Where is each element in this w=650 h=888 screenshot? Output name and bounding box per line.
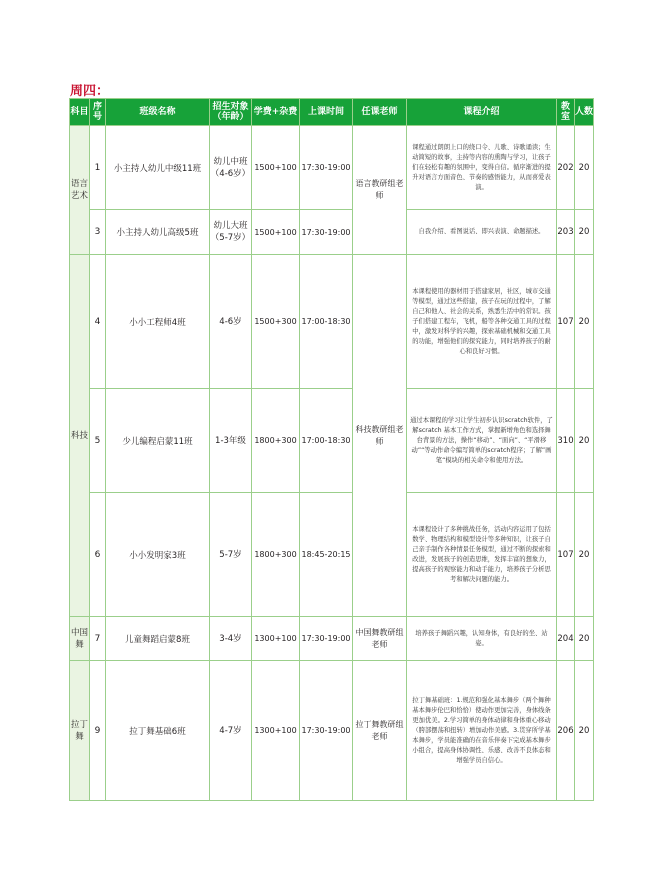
header-count: 人数: [575, 99, 594, 126]
intro-text: 培养孩子舞蹈兴趣，认知身体，有良好的坐、站姿。: [415, 629, 548, 647]
class-name-cell: 小小发明家3班: [106, 493, 210, 617]
fee-cell: 1500+300: [252, 255, 300, 389]
teacher-cell-language: 语言教研组老师: [353, 126, 407, 255]
fee-cell: 1300+100: [252, 617, 300, 661]
header-intro: 课程介绍: [407, 99, 557, 126]
fee-cell: 1300+100: [252, 661, 300, 801]
fee-cell: 1500+100: [252, 210, 300, 255]
seq-cell: 1: [90, 126, 106, 210]
room-cell: 310: [557, 389, 575, 493]
time-cell: 17:30-19:00: [300, 661, 353, 801]
seq-cell: 5: [90, 389, 106, 493]
header-age: 招生对象（年龄）: [210, 99, 252, 126]
class-name-cell: 少儿编程启蒙11班: [106, 389, 210, 493]
table-row: [70, 210, 594, 255]
class-name-cell: 小小工程师4班: [106, 255, 210, 389]
intro-cell: [407, 255, 557, 389]
count-cell: 20: [575, 126, 594, 210]
count-cell: 20: [575, 210, 594, 255]
intro-cell: [407, 661, 557, 801]
intro-cell: [407, 617, 557, 661]
count-cell: 20: [575, 661, 594, 801]
header-room: 教室: [557, 99, 575, 126]
teacher-cell-tech: 科技教研组老师: [353, 255, 407, 617]
age-cell: 3-4岁: [210, 617, 252, 661]
intro-text: 拉丁舞基础班：1.规范和强化基本舞步（两个舞种基本舞步伦巴和恰恰）使动作更加完善，身体线条更加优美。2.学习简单的身体动律和身体重心移动（胯部摆荡和扭转）增加动作美感。3.贯穿所学基本舞步，学员能准确的在音乐伴奏下完成基本舞步小组合，提高身体协调性、乐感、改善不良体态和增强学员自信心。: [412, 696, 551, 764]
schedule-table: [69, 98, 594, 801]
day-title: 周四：: [70, 84, 110, 99]
age-cell: 4-7岁: [210, 661, 252, 801]
header-seq: 序号: [90, 99, 106, 126]
subject-cell-tech: 科技: [70, 255, 90, 617]
intro-text: 本课程使用的器材用于搭建家居，社区，城市交通等模型，通过这些搭建，孩子在玩的过程中，了解自己和他人、社会的关系，熟悉生活中的常识。孩子们搭建工程车，飞机，船等各种交通工具的过程中，激发对科学的兴趣，探索基础机械和交通工具的功能，增强他们的探究能力，同时培养孩子的耐心和良好习惯。: [412, 287, 551, 355]
room-cell: 107: [557, 493, 575, 617]
teacher-cell-chinese-dance: 中国舞教研组老师: [353, 617, 407, 661]
intro-cell: [407, 493, 557, 617]
seq-cell: 3: [90, 210, 106, 255]
age-cell: 5-7岁: [210, 493, 252, 617]
subject-cell-language: 语言艺术: [70, 126, 90, 255]
table-row: [70, 493, 594, 617]
room-cell: 203: [557, 210, 575, 255]
time-cell: 17:30-19:00: [300, 617, 353, 661]
count-cell: 20: [575, 617, 594, 661]
age-cell: 幼儿大班（5-7岁）: [210, 210, 252, 255]
class-name-cell: 小主持人幼儿高级5班: [106, 210, 210, 255]
seq-cell: 9: [90, 661, 106, 801]
header-time: 上课时间: [300, 99, 353, 126]
teacher-cell-latin: 拉丁舞教研组老师: [353, 661, 407, 801]
count-cell: 20: [575, 255, 594, 389]
room-cell: 202: [557, 126, 575, 210]
age-cell: 1-3年级: [210, 389, 252, 493]
age-cell: 4-6岁: [210, 255, 252, 389]
seq-cell: 7: [90, 617, 106, 661]
table-row: [70, 617, 594, 661]
fee-cell: 1500+100: [252, 126, 300, 210]
age-cell: 幼儿中班（4-6岁）: [210, 126, 252, 210]
room-cell: 204: [557, 617, 575, 661]
time-cell: 17:00-18:30: [300, 389, 353, 493]
room-cell: 206: [557, 661, 575, 801]
seq-cell: 4: [90, 255, 106, 389]
intro-text: 本课程设计了多种挑战任务，活动内容运用了包括数学、物理结构和模型设计等多种知识，让孩子自己亲手制作各种情景任务模型，通过不断的探索和改进，发展孩子的创造思维，发挥丰富的想象力，提高孩子的观察能力和动手能力，培养孩子分析思考和解决问题的能力。: [412, 525, 551, 583]
subject-cell-latin: 拉丁舞: [70, 661, 90, 801]
room-cell: 107: [557, 255, 575, 389]
header-row: [70, 99, 594, 126]
class-name-cell: 儿童舞蹈启蒙8班: [106, 617, 210, 661]
fee-cell: 1800+300: [252, 493, 300, 617]
header-subject: 科目: [70, 99, 90, 126]
time-cell: 17:30-19:00: [300, 210, 353, 255]
intro-text: 课程通过朗朗上口的绕口令、儿歌、诗歌诵读；生动简短的故事，主持等内容的熏陶与学习，让孩子们在轻松有趣的氛围中，变得自信。循序渐进的提升对语言方面音色、节奏的感悟能力，从而喜爱表演。: [412, 143, 551, 191]
table-row: [70, 126, 594, 210]
seq-cell: 6: [90, 493, 106, 617]
count-cell: 20: [575, 389, 594, 493]
intro-cell: [407, 389, 557, 493]
subject-cell-chinese-dance: 中国舞: [70, 617, 90, 661]
class-name-cell: 小主持人幼儿中级11班: [106, 126, 210, 210]
table-row: [70, 255, 594, 389]
intro-cell: [407, 126, 557, 210]
table-row: [70, 389, 594, 493]
fee-cell: 1800+300: [252, 389, 300, 493]
table-row: [70, 661, 594, 801]
class-name-cell: 拉丁舞基础6班: [106, 661, 210, 801]
time-cell: 17:00-18:30: [300, 255, 353, 389]
count-cell: 20: [575, 493, 594, 617]
intro-cell: [407, 210, 557, 255]
time-cell: 18:45-20:15: [300, 493, 353, 617]
header-fee: 学费+杂费: [252, 99, 300, 126]
intro-text: 通过本课程的学习让学生初步认识scratch软件，了解scratch 基本工作方式，掌握新增角色和选择舞台背景的方法，操作“移动”、“面向”、“平滑移动”“等动作命令编写简单的scratch程序；了解”画笔“模块的相关命令和使用方法。: [410, 416, 553, 464]
intro-text: 自我介绍、看图说话、即兴表演、命题描述。: [418, 228, 545, 235]
time-cell: 17:30-19:00: [300, 126, 353, 210]
header-class-name: 班级名称: [106, 99, 210, 126]
header-teacher: 任课老师: [353, 99, 407, 126]
